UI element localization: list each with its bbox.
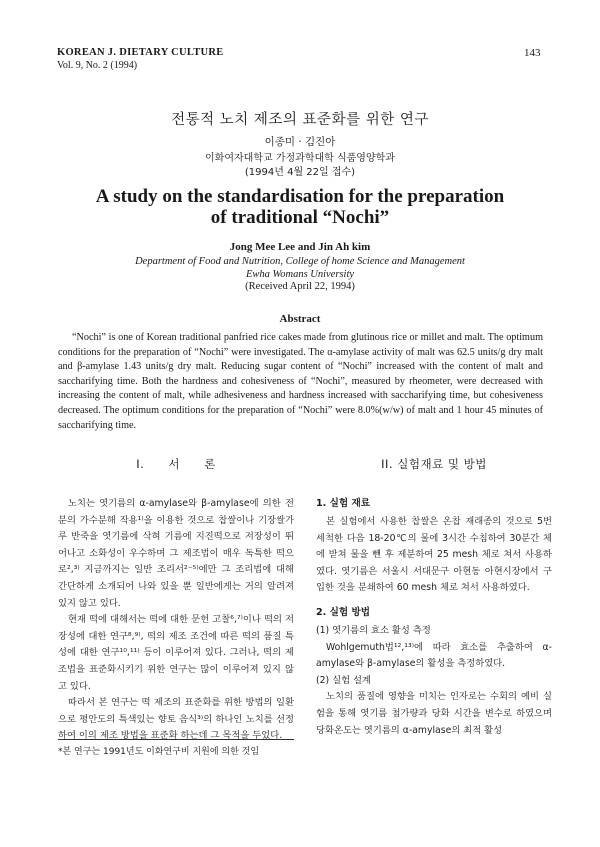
english-title: [0, 186, 600, 228]
abstract-body: [58, 331, 543, 433]
korean-received-date: (1994년 4월 22일 접수): [244, 167, 356, 178]
english-affiliation: [0, 255, 600, 281]
methods-subheading: 2. 실험 방법: [316, 606, 371, 618]
english-title-line1: A study on the standardisation for the preparation: [95, 186, 505, 207]
english-title-line2: of traditional “Nochi”: [210, 207, 390, 228]
english-affiliation-line2: Ewha Womans University: [245, 269, 355, 280]
journal-name: KOREAN J. DIETARY CULTURE: [57, 47, 224, 58]
journal-volume: Vol. 9, No. 2 (1994): [57, 60, 138, 71]
right-column: [316, 456, 552, 739]
english-affiliation-line1: Department of Food and Nutrition, College of home Science and Management: [135, 256, 465, 267]
footnote-divider: [58, 739, 294, 740]
funding-footnote: *본 연구는 1991년도 이화연구비 지원에 의한 것임: [58, 747, 260, 757]
intro-paragraph-2: 현재 떡에 대해서는 떡에 대한 문헌 고찰⁶,⁷⁾이나 떡의 저장성에 대한 연구⁸,⁹⁾, 떡의 제조 조건에 따른 떡의 품질 특성에 대한 연구¹⁰,¹¹⁾ 등이 이루어져 있다. 그러나, 떡의 제조법을 표준화시키기 위한 연구는 많이 이루어져 있지 않고 있다.: [58, 614, 294, 692]
korean-affiliation: 이화여자대학교 가정과학대학 식품영양학과: [205, 153, 395, 164]
section-methods-heading: II. 실험재료 및 방법: [381, 457, 487, 471]
intro-paragraph-1: 노치는 엿기름의 α-amylase와 β-amylase에 의한 전분의 가수분해 작용¹⁾을 이용한 것으로 찹쌀이나 기장쌀가루 반죽을 엿기름에 삭혀 기름에 지진떡으로 저장성이 뛰어나고 소화성이 우수하며 그 제조법이 매우 독특한 떡으로²,³⁾ 지금까지는 일반 조리서²⁻⁵⁾에만 그 조리법에 대해 간단하게 소개되어 나와 있을 뿐 일반에게는 거의 알려져 있지 않고 있다.: [58, 498, 294, 609]
korean-authors: 이종미 · 김진아: [264, 136, 336, 148]
page-number: 143: [524, 47, 541, 59]
enzyme-activity-paragraph: Wohlgemuth법¹²,¹³⁾에 따라 효소를 추출하여 α-amylase와 β-amylase의 활성을 측정하였다.: [316, 641, 552, 670]
experimental-design-subheading: (2) 실험 설계: [316, 674, 372, 686]
intro-paragraph-3: 따라서 본 연구는 떡 제조의 표준화를 위한 방법의 일환으로 평안도의 특색있는 향토 음식³⁾의 하나인 노치를 선정하여 이의 제조 방법을 표준화 하는데 그 목적을 두었다.: [58, 697, 294, 742]
experimental-design-paragraph: 노치의 품질에 영향을 미치는 인자로는 수회의 예비 실험을 통해 엿기름 첨가량과 당화 시간을 변수로 하였으며 당화온도는 엿기름의 α-amylase의 최적 활성: [316, 691, 552, 736]
left-column: [58, 456, 294, 745]
abstract-heading: Abstract: [279, 313, 321, 325]
materials-subheading: 1. 실험 재료: [316, 498, 371, 509]
korean-title: 전통적 노치 제조의 표준화를 위한 연구: [171, 112, 429, 128]
abstract-text: “Nochi” is one of Korean traditional panfried rice cakes made from glutinous rice or millet and malt. The optimum conditions for the preparation of “Nochi” were investigated. The α-amylase activity of malt was 62.5 units/g dry malt and β-amylase 1.43 units/g dry malt. Reducing sugar content of “Nochi” increased with the content of malt and saccharifying time. Both the hardness and cohesiveness of “Nochi”, measured by rheometer, were decreased with increasing the content of malt, while adhesiveness and hardness increased with saccharifying time, but cohesiveness decreased. The optimum conditions for the preparation of “Nochi” were 8.0%(w/w) of malt and 1 hour 45 minutes of saccharifying time.: [58, 332, 543, 431]
english-received-date: (Received April 22, 1994): [245, 281, 355, 292]
english-authors: Jong Mee Lee and Jin Ah kim: [229, 241, 371, 253]
section-introduction-heading: I. 서 론: [136, 457, 216, 471]
materials-paragraph: 본 실험에서 사용한 찹쌀은 온찹 재래종의 것으로 5번 세척한 다음 18-20℃의 물에 3시간 수침하여 30분간 체에 받쳐 물을 뺀 후 제분하여 25 mesh 체로 쳐서 사용하였다. 엿기름은 서울시 서대문구 아현동 아현시장에서 구입한 것을 분쇄하여 60 mesh 체로 쳐서 사용하였다.: [316, 516, 552, 594]
enzyme-activity-subheading: (1) 엿기름의 효소 활성 측정: [316, 624, 431, 636]
